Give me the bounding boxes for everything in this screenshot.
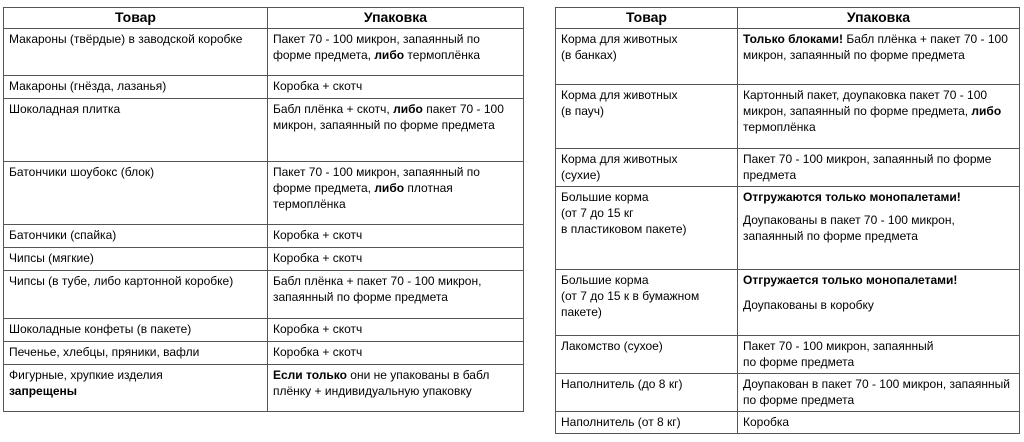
packaging-cell: Доупакован в пакет 70 - 100 микрон, запаянный по форме предмета: [738, 374, 1020, 412]
table-row: [556, 270, 1020, 336]
table-row: [4, 342, 524, 365]
table-row: [556, 149, 1020, 187]
packaging-cell: Коробка + скотч: [268, 76, 524, 99]
packaging-cell: Коробка: [738, 412, 1020, 434]
product-cell: Макароны (гнёзда, лазанья): [4, 76, 268, 99]
table-row: [556, 412, 1020, 434]
packaging-cell: Бабл плёнка + пакет 70 - 100 микрон, запаянный по форме предмета: [268, 271, 524, 319]
table-row: [4, 365, 524, 412]
table-row: [4, 76, 524, 99]
product-cell: Фигурные, хрупкие изделия запрещены: [4, 365, 268, 412]
product-cell: Наполнитель (от 8 кг): [556, 412, 738, 434]
table-row: [4, 319, 524, 342]
table-row: [556, 85, 1020, 149]
product-cell: Лакомство (сухое): [556, 336, 738, 374]
packaging-cell: Пакет 70 - 100 микрон, запаянный по форме предмета: [738, 336, 1020, 374]
table-row: [4, 29, 524, 76]
product-cell: Шоколадная плитка: [4, 99, 268, 162]
product-cell: Макароны (твёрдые) в заводской коробке: [4, 29, 268, 76]
left-packaging-table: [3, 7, 524, 412]
product-cell: Чипсы (в тубе, либо картонной коробке): [4, 271, 268, 319]
table-header-row: [556, 8, 1020, 29]
table-row: [556, 187, 1020, 270]
product-cell: Шоколадные конфеты (в пакете): [4, 319, 268, 342]
table-header-row: [4, 8, 524, 29]
packaging-cell: Коробка + скотч: [268, 225, 524, 248]
product-cell: Большие корма (от 7 до 15 к в бумажном пакете): [556, 270, 738, 336]
packaging-cell: Коробка + скотч: [268, 342, 524, 365]
right-packaging-table: [555, 7, 1020, 434]
table-row: [556, 374, 1020, 412]
table-row: [556, 336, 1020, 374]
packaging-cell: Бабл плёнка + скотч, либо пакет 70 - 100 микрон, запаянный по форме предмета: [268, 99, 524, 162]
product-cell: Корма для животных (в банках): [556, 29, 738, 85]
product-cell: Батончики (спайка): [4, 225, 268, 248]
table-row: [556, 29, 1020, 85]
packaging-cell: Коробка + скотч: [268, 248, 524, 271]
table-row: [4, 99, 524, 162]
column-header-product: Товар: [556, 8, 738, 29]
table-row: [4, 248, 524, 271]
product-cell: Печенье, хлебцы, пряники, вафли: [4, 342, 268, 365]
packaging-cell: Картонный пакет, доупаковка пакет 70 - 100 микрон, запаянный по форме предмета, либо термоплёнка: [738, 85, 1020, 149]
packaging-cell: Если только они не упакованы в бабл плёнку + индивидуальную упаковку: [268, 365, 524, 412]
packaging-cell: Пакет 70 - 100 микрон, запаянный по форме предмета: [738, 149, 1020, 187]
product-cell: Корма для животных (в пауч): [556, 85, 738, 149]
column-header-packaging: Упаковка: [268, 8, 524, 29]
packaging-cell: Пакет 70 - 100 микрон, запаянный по форме предмета, либо термоплёнка: [268, 29, 524, 76]
packaging-cell: Отгружаются только монопалетами! Доупакованы в пакет 70 - 100 микрон, запаянный по форме предмета: [738, 187, 1020, 270]
column-header-packaging: Упаковка: [738, 8, 1020, 29]
column-header-product: Товар: [4, 8, 268, 29]
product-cell: Корма для животных (сухие): [556, 149, 738, 187]
packaging-cell: Отгружается только монопалетами! Доупакованы в коробку: [738, 270, 1020, 336]
table-row: [4, 271, 524, 319]
packaging-cell: Пакет 70 - 100 микрон, запаянный по форме предмета, либо плотная термоплёнка: [268, 162, 524, 225]
table-row: [4, 225, 524, 248]
product-cell: Наполнитель (до 8 кг): [556, 374, 738, 412]
packaging-cell: Коробка + скотч: [268, 319, 524, 342]
table-row: [4, 162, 524, 225]
product-cell: Батончики шоубокс (блок): [4, 162, 268, 225]
product-cell: Большие корма (от 7 до 15 кг в пластиковом пакете): [556, 187, 738, 270]
packaging-cell: Только блоками! Бабл плёнка + пакет 70 - 100 микрон, запаянный по форме предмета: [738, 29, 1020, 85]
product-cell: Чипсы (мягкие): [4, 248, 268, 271]
